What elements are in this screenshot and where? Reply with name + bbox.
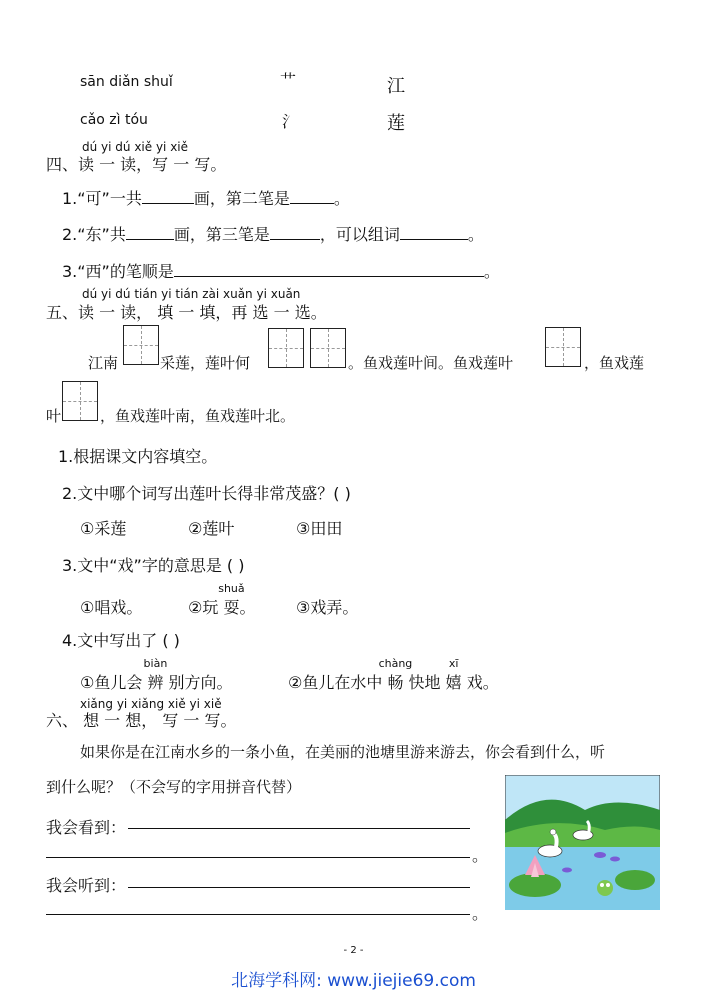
- q2-text-a: 2.“东”共: [62, 225, 126, 244]
- grid-box-3[interactable]: [310, 328, 346, 368]
- q2-blank-word[interactable]: [400, 225, 468, 240]
- section5-q3: 3.文中“戏”字的意思是 ( ): [62, 556, 245, 575]
- char-jiang: 江: [387, 76, 405, 97]
- section6-pinyin: xiǎng yi xiǎng xiě yi xiě: [80, 697, 222, 711]
- section4-q2: [62, 222, 484, 245]
- see-answer-line-2[interactable]: [46, 857, 470, 858]
- q3-text-b: 。: [483, 262, 500, 281]
- section4-pinyin: dú yi dú xiě yi xiě: [82, 140, 189, 154]
- ruby-xi: xī 嬉: [445, 657, 462, 692]
- q2-text-c: ，可以组词: [319, 225, 400, 244]
- section6-para-line2: 到什么呢？（不会写的字用拼音代替）: [46, 778, 302, 796]
- q1-blank-strokes[interactable]: [142, 189, 194, 204]
- q2-blank-third-stroke[interactable]: [270, 225, 320, 240]
- poem-part-6: ，鱼戏莲叶南，鱼戏莲叶北。: [100, 407, 296, 425]
- section4-q1: [62, 186, 350, 209]
- q1-blank-second-stroke[interactable]: [290, 189, 334, 204]
- q1-text-c: 。: [333, 189, 350, 208]
- q4-opt2-text-c: 戏。: [461, 673, 499, 692]
- q3-blank-stroke-order[interactable]: [174, 262, 484, 277]
- section5-q4: 4.文中写出了 ( ): [62, 631, 180, 650]
- radical-cao: 艹: [280, 71, 297, 90]
- pinyin-chang: chàng: [378, 657, 413, 670]
- poem-part-2: 采莲，莲叶何: [160, 354, 251, 372]
- grid-box-5[interactable]: [62, 381, 98, 421]
- q1-text-a: 1.“可”一共: [62, 189, 142, 208]
- see-answer-line-1[interactable]: [128, 828, 470, 829]
- q3-option-2[interactable]: [188, 582, 256, 618]
- hear-period: 。: [472, 904, 489, 923]
- hear-answer-line-2[interactable]: [46, 914, 470, 915]
- q3-option-1[interactable]: ①唱戏。: [80, 598, 143, 617]
- see-label: 我会看到：: [46, 818, 127, 837]
- grid-box-1[interactable]: [123, 325, 159, 365]
- pinyin-san-dian-shui: sān diǎn shuǐ: [80, 74, 173, 90]
- q2-option-2[interactable]: ②莲叶: [188, 519, 235, 538]
- q4-option-1[interactable]: [80, 657, 233, 693]
- section5-title: 五、读 一 读， 填 一 填，再 选 一 选。: [46, 303, 327, 322]
- grid-box-2[interactable]: [268, 328, 304, 368]
- pond-illustration: [505, 775, 660, 910]
- q2-blank-strokes[interactable]: [126, 225, 174, 240]
- section6-title: 六、 想 一 想， 写 一 写。: [46, 711, 237, 730]
- section5-q1: 1.根据课文内容填空。: [58, 447, 218, 466]
- q4-opt2-text-b: 快地: [403, 673, 446, 692]
- q3-opt2-text-a: ②玩: [188, 598, 224, 617]
- pinyin-xi: xī: [448, 657, 459, 670]
- pinyin-cao-zi-tou: cǎo zì tóu: [80, 112, 148, 128]
- section6-para-line1: 如果你是在江南水乡的一条小鱼，在美丽的池塘里游来游去，你会看到什么，听: [80, 743, 606, 761]
- q1-text-b: 画，第二笔是: [193, 189, 290, 208]
- section5-pinyin: dú yi dú tián yi tián zài xuǎn yi xuǎn: [82, 287, 301, 301]
- footer-site[interactable]: 北海学科网: www.jiejie69.com: [231, 971, 476, 991]
- poem-part-5: 叶: [46, 407, 62, 425]
- pinyin-bian: biàn: [143, 657, 168, 670]
- ruby-bian: biàn 辨: [143, 657, 168, 692]
- q4-opt1-text-a: ①鱼儿会: [80, 673, 148, 692]
- radical-shui: 氵: [282, 112, 299, 131]
- page-number: - 2 -: [343, 945, 364, 956]
- section5-q2: 2.文中哪个词写出莲叶长得非常茂盛？( ): [62, 484, 351, 503]
- q3-opt2-text-b: 。: [239, 598, 256, 617]
- q4-option-2[interactable]: [288, 657, 499, 693]
- char-lian: 莲: [387, 113, 405, 134]
- q3-option-3[interactable]: ③戏弄。: [296, 598, 359, 617]
- ruby-shua: shuǎ 耍: [218, 582, 245, 617]
- hear-label: 我会听到：: [46, 876, 127, 895]
- q3-text-a: 3.“西”的笔顺是: [62, 262, 174, 281]
- ruby-chang: chàng 畅: [378, 657, 413, 692]
- grid-box-4[interactable]: [545, 327, 581, 367]
- see-period: 。: [472, 846, 489, 865]
- q2-text-d: 。: [467, 225, 484, 244]
- poem-part-1: 江南: [88, 354, 119, 372]
- q2-option-3[interactable]: ③田田: [296, 519, 343, 538]
- poem-part-3: 。鱼戏莲叶间。鱼戏莲叶: [348, 354, 514, 372]
- pinyin-shua: shuǎ: [218, 582, 245, 595]
- section4-q3: [62, 259, 500, 282]
- section4-title: 四、读 一 读，写 一 写。: [46, 155, 227, 174]
- q2-option-1[interactable]: ①采莲: [80, 519, 127, 538]
- hear-answer-line-1[interactable]: [128, 887, 470, 888]
- poem-part-4: ，鱼戏莲: [584, 354, 645, 372]
- q2-text-b: 画，第三笔是: [173, 225, 270, 244]
- q4-opt1-text-b: 别方向。: [163, 673, 233, 692]
- q4-opt2-text-a: ②鱼儿在水中: [288, 673, 388, 692]
